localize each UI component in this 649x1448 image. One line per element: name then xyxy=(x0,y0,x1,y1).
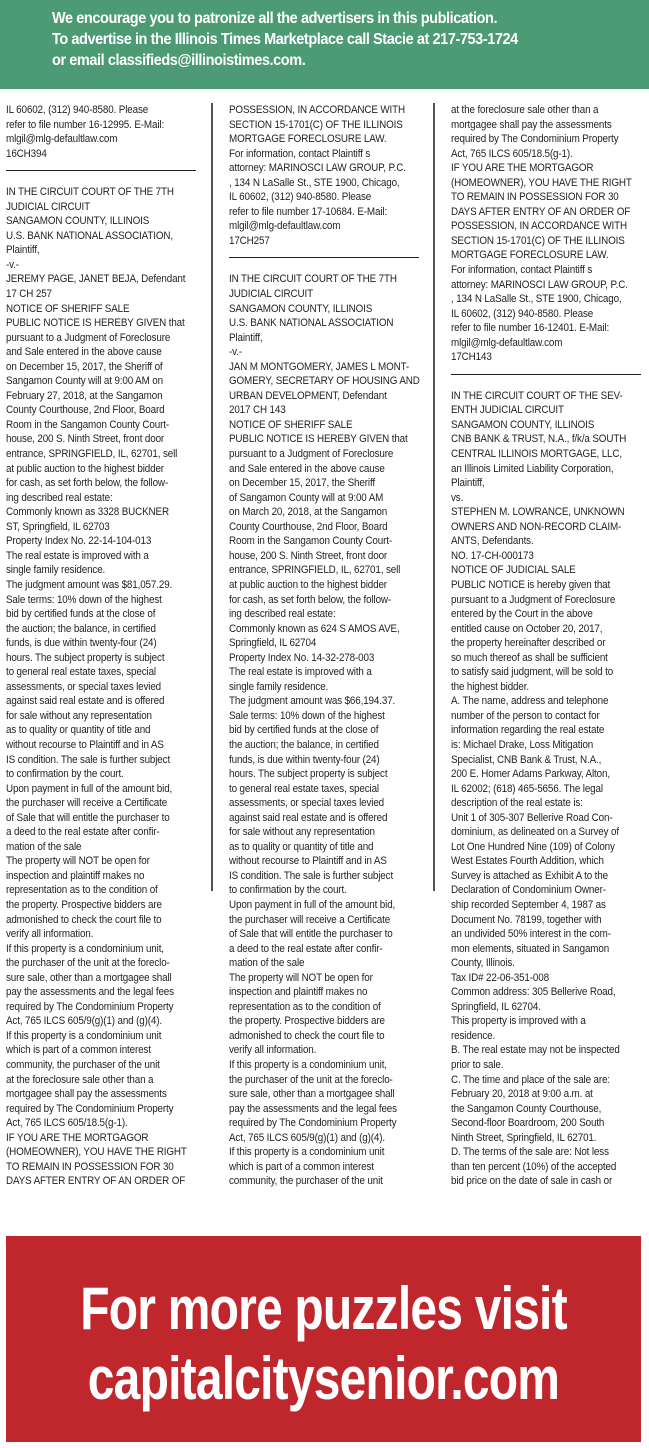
notice-text-line: at the foreclosure sale other than a xyxy=(6,1073,154,1086)
notice-text-line: Springfield, IL 62704 xyxy=(229,637,317,650)
notice-text-line: against said real estate and is offered xyxy=(229,811,388,824)
notice-text-line: Plaintiff, xyxy=(6,244,40,257)
notice-text-line: NOTICE OF SHERIFF SALE xyxy=(229,418,353,431)
notice-text-line: refer to file number 17-10684. E-Mail: xyxy=(229,205,388,218)
notice-text-line: at the foreclosure sale other than a xyxy=(451,104,599,116)
notice-text-line: house, 200 S. Ninth Street, front door xyxy=(6,433,165,446)
notice-text-line: for cash, as set forth below, the follow- xyxy=(229,593,392,606)
notice-text-line: Specialist, CNB Bank & Trust, N.A., xyxy=(451,753,602,766)
notice-text-line: to satisfy said judgment, will be sold to xyxy=(451,666,614,679)
notice-text-line: If this property is a condominium unit xyxy=(229,1146,385,1159)
notice-text-line: the highest bidder. xyxy=(451,680,529,693)
notice-text-line: Room in the Sangamon County Court- xyxy=(6,418,169,431)
notice-text-line: West Estates Fourth Addition, which xyxy=(451,855,604,868)
notice-text-line: TO REMAIN IN POSSESSION FOR 30 xyxy=(451,191,619,204)
notice-text-line: February 20, 2018 at 9:00 a.m. at xyxy=(451,1088,593,1101)
notice-text-line: the property hereinafter described or xyxy=(451,637,606,650)
notice-text-line: which is part of a common interest xyxy=(229,1160,374,1173)
notice-tail-17ch257 xyxy=(229,103,429,248)
notice-text-line: IS condition. The sale is further subject xyxy=(229,869,394,882)
notice-separator xyxy=(229,257,419,258)
notice-text-line: an Illinois Limited Liability Corporation, xyxy=(451,462,614,475)
notice-text-line: assessments, or special taxes levied xyxy=(229,797,385,810)
notice-text-line: (HOMEOWNER), YOU HAVE THE RIGHT xyxy=(451,176,632,189)
notice-text-line: community, the purchaser of the unit xyxy=(229,1175,383,1188)
notice-text-line: U.S. BANK NATIONAL ASSOCIATION xyxy=(229,317,394,330)
notice-text-line: ENTH JUDICIAL CIRCUIT xyxy=(451,404,564,417)
notice-text-line: DAYS AFTER ENTRY OF AN ORDER OF xyxy=(451,205,631,218)
notice-text-line: bid price on the date of sale in cash or xyxy=(451,1175,613,1188)
notice-text-line: is: Michael Drake, Loss Mitigation xyxy=(451,738,594,751)
notice-text-line: mation of the sale xyxy=(229,957,305,970)
notice-text-line: an undivided 50% interest in the com- xyxy=(451,928,611,941)
banner-line-1: We encourage you to patronize all the advertisers in this publication. xyxy=(52,10,498,27)
notice-text-line: Act, 765 ILCS 605/18.5(g-1). xyxy=(451,147,573,160)
notice-text-line: house, 200 S. Ninth Street, front door xyxy=(229,549,388,562)
notice-text-line: TO REMAIN IN POSSESSION FOR 30 xyxy=(6,1160,174,1173)
notice-text-line: SECTION 15-1701(C) OF THE ILLINOIS xyxy=(229,118,403,131)
notice-separator xyxy=(6,170,196,171)
notice-2017ch143 xyxy=(229,272,429,1188)
notice-text-line: The judgment amount was $66,194.37. xyxy=(229,695,396,708)
notice-text-line: DAYS AFTER ENTRY OF AN ORDER OF xyxy=(6,1175,186,1188)
notice-text-line: community, the purchaser of the unit xyxy=(6,1059,160,1071)
notice-text-line: IL 60602, (312) 940-8580. Please xyxy=(229,191,372,204)
notice-text-line: the purchaser will receive a Certificate xyxy=(229,913,391,926)
notice-text-line: Survey is attached as Exhibit A to the xyxy=(451,869,608,882)
banner-line-2: To advertise in the Illinois Times Marketplace call Stacie at 217-753-1724 xyxy=(52,31,518,48)
notice-text-line: Act, 765 ILCS 605/18.5(g-1). xyxy=(6,1117,128,1130)
notice-text-line: 17 CH 257 xyxy=(6,288,52,301)
notice-text-line: JUDICIAL CIRCUIT xyxy=(229,288,313,301)
notice-text-line: against said real estate and is offered xyxy=(6,695,165,708)
notice-text-line: to confirmation by the court. xyxy=(6,768,124,781)
notice-text-line: This property is improved with a xyxy=(451,1015,586,1028)
notice-text-line: the purchaser will receive a Certificate xyxy=(6,797,168,810)
notice-text-line: single family residence. xyxy=(229,680,329,693)
notice-text-line: OWNERS AND NON-RECORD CLAIM- xyxy=(451,520,622,533)
notice-text-line: 200 E. Homer Adams Parkway, Alton, xyxy=(451,768,610,781)
notice-text-line: single family residence. xyxy=(6,564,106,577)
notice-text-line: Springfield, IL 62704. xyxy=(451,1000,541,1013)
notice-text-line: verify all information. xyxy=(229,1044,317,1057)
notice-text-line: Second-floor Boardroom, 200 South xyxy=(451,1117,605,1130)
notice-text-line: IL 62002; (618) 465-5656. The legal xyxy=(451,782,603,795)
legal-notices-columns xyxy=(0,103,649,1188)
notice-text-line: 2017 CH 143 xyxy=(229,404,286,417)
notice-text-line: required by The Condominium Property xyxy=(6,1102,174,1115)
notice-text-line: funds, is due within twenty-four (24) xyxy=(6,637,157,650)
notice-text-line: mation of the sale xyxy=(6,840,82,853)
notice-text-line: JUDICIAL CIRCUIT xyxy=(6,200,90,213)
notice-text-line: hours. The subject property is subject xyxy=(229,768,388,781)
notice-text-line: mlgil@mlg-defaultlaw.com xyxy=(451,336,563,349)
puzzles-promo-banner xyxy=(6,1236,641,1442)
notice-text-line: the Sangamon County Courthouse, xyxy=(451,1102,602,1115)
notice-text-line: entitled cause on October 20, 2017, xyxy=(451,622,603,635)
notice-text-line: IN THE CIRCUIT COURT OF THE SEV- xyxy=(451,389,623,402)
notice-text-line: D. The terms of the sale are: Not less xyxy=(451,1146,609,1159)
notice-text-line: so much thereof as shall be sufficient xyxy=(451,651,608,664)
notice-text-line: the property. Prospective bidders are xyxy=(229,1015,385,1028)
notice-text-line: sure sale, other than a mortgagee shall xyxy=(6,971,172,984)
notice-text-line: The real estate is improved with a xyxy=(6,549,149,562)
notice-text-line: mortgagee shall pay the assessments xyxy=(451,118,612,131)
notice-text-line: and Sale entered in the above cause xyxy=(229,462,385,475)
notice-text-line: PUBLIC NOTICE is hereby given that xyxy=(451,578,611,591)
notice-text-line: the purchaser of the unit at the foreclo- xyxy=(6,957,170,970)
promo-headline: For more puzzles visit xyxy=(80,1275,567,1342)
notice-text-line: for sale without any representation xyxy=(229,826,375,839)
notice-text-line: A. The name, address and telephone xyxy=(451,695,609,708)
notice-text-line: ship recorded September 4, 1987 as xyxy=(451,898,606,911)
notice-17ch000173 xyxy=(451,389,649,1189)
notice-text-line: Ninth Street, Springfield, IL 62701. xyxy=(451,1131,597,1144)
notice-text-line: pursuant to a Judgment of Foreclosure xyxy=(229,448,394,461)
notice-text-line: mortgagee shall pay the assessments xyxy=(6,1088,167,1101)
notice-text-line: the property. Prospective bidders are xyxy=(6,898,162,911)
notice-text-line: GOMERY, SECRETARY OF HOUSING AND xyxy=(229,375,420,388)
notice-text-line: admonished to check the court file to xyxy=(229,1029,385,1042)
notice-text-line: SECTION 15-1701(C) OF THE ILLINOIS xyxy=(451,234,625,247)
notice-tail-16ch394 xyxy=(6,103,206,161)
notice-text-line: pursuant to a Judgment of Foreclosure xyxy=(451,593,616,606)
notice-text-line: entrance, SPRINGFIELD, IL, 62701, sell xyxy=(229,564,401,577)
notice-text-line: Commonly known as 3328 BUCKNER xyxy=(6,506,169,519)
notice-text-line: For information, contact Plaintiff s xyxy=(451,264,593,277)
notice-text-line: POSSESSION, IN ACCORDANCE WITH xyxy=(451,220,628,233)
notice-text-line: Document No. 78199, together with xyxy=(451,913,602,926)
notice-separator xyxy=(451,374,641,375)
notice-text-line: 17CH257 xyxy=(229,234,270,247)
notice-text-line: Room in the Sangamon County Court- xyxy=(229,535,392,548)
notice-text-line: at public auction to the highest bidder xyxy=(229,578,387,591)
notice-text-line: information regarding the real estate xyxy=(451,724,605,737)
notice-text-line: on March 20, 2018, at the Sangamon xyxy=(229,506,388,519)
notice-text-line: Common address: 305 Bellerive Road, xyxy=(451,986,616,999)
notice-text-line: B. The real estate may not be inspected xyxy=(451,1044,620,1057)
notice-text-line: Unit 1 of 305-307 Bellerive Road Con- xyxy=(451,811,613,824)
notice-text-line: at public auction to the highest bidder xyxy=(6,462,164,475)
notice-text-line: If this property is a condominium unit xyxy=(6,1029,162,1042)
notice-text-line: Tax ID# 22-06-351-008 xyxy=(451,971,549,984)
notice-text-line: vs. xyxy=(451,491,464,504)
notice-text-line: IN THE CIRCUIT COURT OF THE 7TH xyxy=(6,186,174,199)
notice-text-line: February 27, 2018, at the Sangamon xyxy=(6,389,163,402)
notice-text-line: assessments, or special taxes levied xyxy=(6,680,162,693)
column-divider xyxy=(211,103,213,891)
notice-text-line: Lot One Hundred Nine (109) of Colony xyxy=(451,840,615,853)
notice-text-line: required by The Condominium Property xyxy=(451,133,619,146)
notice-text-line: refer to file number 16-12401. E-Mail: xyxy=(451,322,610,335)
notice-text-line: bid by certified funds at the close of xyxy=(229,724,379,737)
notice-text-line: mlgil@mlg-defaultlaw.com xyxy=(229,220,341,233)
notice-text-line: without recourse to Plaintiff and in AS xyxy=(229,855,387,868)
notice-text-line: pay the assessments and the legal fees xyxy=(6,986,174,999)
notice-text-line: of Sale that will entitle the purchaser to xyxy=(229,928,393,941)
notice-text-line: SANGAMON COUNTY, ILLINOIS xyxy=(229,302,373,315)
notice-text-line: of Sangamon County will at 9:00 AM xyxy=(229,491,384,504)
notice-text-line: , 134 N LaSalle St., STE 1900, Chicago, xyxy=(451,293,622,306)
notice-tail-17ch143 xyxy=(451,103,649,365)
notice-text-line: the auction; the balance, in certified xyxy=(229,738,379,751)
notice-text-line: Property Index No. 22-14-104-013 xyxy=(6,535,152,548)
notice-text-line: (HOMEOWNER), YOU HAVE THE RIGHT xyxy=(6,1146,187,1159)
notice-text-line: residence. xyxy=(451,1029,496,1042)
notice-text-line: as to quality or quantity of title and xyxy=(229,840,374,853)
notice-text-line: required by The Condominium Property xyxy=(6,1000,174,1013)
notice-text-line: URBAN DEVELOPMENT, Defendant xyxy=(229,389,387,402)
notice-text-line: inspection and plaintiff makes no xyxy=(229,986,368,999)
notice-text-line: SANGAMON COUNTY, ILLINOIS xyxy=(6,215,150,228)
notice-text-line: Plaintiff, xyxy=(229,331,263,344)
notice-text-line: Property Index No. 14-32-278-003 xyxy=(229,651,375,664)
notice-text-line: refer to file number 16-12995. E-Mail: xyxy=(6,118,165,131)
notice-text-line: funds, is due within twenty-four (24) xyxy=(229,753,380,766)
column-1 xyxy=(6,103,206,1189)
notice-text-line: ing described real estate: xyxy=(229,608,336,621)
notice-text-line: , 134 N LaSalle St., STE 1900, Chicago, xyxy=(229,176,400,189)
notice-text-line: U.S. BANK NATIONAL ASSOCIATION, xyxy=(6,229,173,242)
notice-text-line: IL 60602, (312) 940-8580. Please xyxy=(451,307,594,320)
notice-text-line: hours. The subject property is subject xyxy=(6,651,165,664)
column-3 xyxy=(451,103,649,1189)
notice-text-line: PUBLIC NOTICE IS HEREBY GIVEN that xyxy=(229,433,408,446)
column-divider xyxy=(433,103,435,891)
notice-text-line: County Courthouse, 2nd Floor, Board xyxy=(6,404,165,417)
notice-text-line: -v.- xyxy=(229,346,242,359)
notice-text-line: Commonly known as 624 S AMOS AVE, xyxy=(229,622,400,635)
notice-text-line: sure sale, other than a mortgagee shall xyxy=(229,1088,395,1101)
notice-text-line: bid by certified funds at the close of xyxy=(6,608,156,621)
notice-text-line: representation as to the condition of xyxy=(6,884,158,897)
column-2 xyxy=(229,103,429,1189)
notice-text-line: verify all information. xyxy=(6,928,94,941)
notice-text-line: for cash, as set forth below, the follow- xyxy=(6,477,169,490)
notice-text-line: POSSESSION, IN ACCORDANCE WITH xyxy=(229,104,406,116)
notice-text-line: dominium, as delineated on a Survey of xyxy=(451,826,619,839)
notice-text-line: pursuant to a Judgment of Foreclosure xyxy=(6,331,171,344)
promo-website-link[interactable]: capitalcitysenior.com xyxy=(87,1345,560,1412)
notice-text-line: The property will NOT be open for xyxy=(6,855,150,868)
notice-text-line: Sangamon County will at 9:00 AM on xyxy=(6,375,163,388)
notice-text-line: number of the person to contact for xyxy=(451,709,600,722)
notice-text-line: as to quality or quantity of title and xyxy=(6,724,151,737)
notice-text-line: STEPHEN M. LOWRANCE, UNKNOWN xyxy=(451,506,625,519)
notice-text-line: the purchaser of the unit at the foreclo- xyxy=(229,1073,393,1086)
notice-text-line: MORTGAGE FORECLOSURE LAW. xyxy=(451,249,609,262)
notice-text-line: mlgil@mlg-defaultlaw.com xyxy=(6,133,118,146)
notice-text-line: ing described real estate: xyxy=(6,491,113,504)
notice-text-line: NO. 17-CH-000173 xyxy=(451,549,534,562)
notice-text-line: Sale terms: 10% down of the highest xyxy=(229,709,385,722)
notice-text-line: Declaration of Condominium Owner- xyxy=(451,884,606,897)
notice-text-line: Upon payment in full of the amount bid, xyxy=(6,782,173,795)
notice-text-line: NOTICE OF SHERIFF SALE xyxy=(6,302,130,315)
notice-text-line: to confirmation by the court. xyxy=(229,884,347,897)
notice-text-line: without recourse to Plaintiff and in AS xyxy=(6,738,164,751)
notice-text-line: Upon payment in full of the amount bid, xyxy=(229,898,396,911)
notice-text-line: IL 60602, (312) 940-8580. Please xyxy=(6,104,149,116)
notice-text-line: Plaintiff, xyxy=(451,477,485,490)
notice-text-line: to general real estate taxes, special xyxy=(229,782,379,795)
notice-text-line: for sale without any representation xyxy=(6,709,152,722)
notice-text-line: the auction; the balance, in certified xyxy=(6,622,156,635)
notice-text-line: IF YOU ARE THE MORTGAGOR xyxy=(451,162,594,175)
notice-text-line: For information, contact Plaintiff s xyxy=(229,147,371,160)
notice-17ch257 xyxy=(6,185,206,1189)
notice-text-line: ST, Springfield, IL 62703 xyxy=(6,520,110,533)
notice-text-line: The real estate is improved with a xyxy=(229,666,372,679)
notice-text-line: of Sale that will entitle the purchaser to xyxy=(6,811,170,824)
notice-text-line: MORTGAGE FORECLOSURE LAW. xyxy=(229,133,387,146)
notice-text-line: representation as to the condition of xyxy=(229,1000,381,1013)
notice-text-line: 16CH394 xyxy=(6,147,47,160)
notice-text-line: entered by the Court in the above xyxy=(451,608,593,621)
notice-text-line: NOTICE OF JUDICIAL SALE xyxy=(451,564,576,577)
notice-text-line: admonished to check the court file to xyxy=(6,913,162,926)
notice-text-line: a deed to the real estate after confir- xyxy=(229,942,383,955)
notice-text-line: C. The time and place of the sale are: xyxy=(451,1073,610,1086)
notice-text-line: pay the assessments and the legal fees xyxy=(229,1102,397,1115)
notice-text-line: 17CH143 xyxy=(451,351,492,364)
notice-text-line: JAN M MONTGOMERY, JAMES L MONT- xyxy=(229,360,410,373)
advertiser-notice-banner xyxy=(0,0,649,89)
notice-text-line: mon elements, situated in Sangamon xyxy=(451,942,610,955)
notice-text-line: and Sale entered in the above cause xyxy=(6,346,162,359)
notice-text-line: The judgment amount was $81,057.29. xyxy=(6,578,173,591)
notice-text-line: The property will NOT be open for xyxy=(229,971,373,984)
notice-text-line: CENTRAL ILLINOIS MORTGAGE, LLC, xyxy=(451,448,622,461)
notice-text-line: If this property is a condominium unit, xyxy=(229,1059,387,1071)
notice-text-line: Act, 765 ILCS 605/9(g)(1) and (g)(4). xyxy=(229,1131,385,1144)
notice-text-line: -v.- xyxy=(6,258,19,271)
notice-text-line: attorney: MARINOSCI LAW GROUP, P.C. xyxy=(451,278,628,291)
notice-text-line: on December 15, 2017, the Sheriff xyxy=(229,477,375,490)
notice-text-line: If this property is a condominium unit, xyxy=(6,942,164,955)
notice-text-line: required by The Condominium Property xyxy=(229,1117,397,1130)
notice-text-line: CNB BANK & TRUST, N.A., f/k/a SOUTH xyxy=(451,433,627,446)
notice-text-line: ANTS, Defendants. xyxy=(451,535,534,548)
notice-text-line: IS condition. The sale is further subject xyxy=(6,753,171,766)
notice-text-line: prior to sale. xyxy=(451,1059,504,1071)
notice-text-line: to general real estate taxes, special xyxy=(6,666,156,679)
notice-text-line: description of the real estate is: xyxy=(451,797,583,810)
banner-line-3-email: or email classifieds@illinoistimes.com. xyxy=(52,52,306,69)
notice-text-line: Act, 765 ILCS 605/9(g)(1) and (g)(4). xyxy=(6,1015,162,1028)
notice-text-line: County Courthouse, 2nd Floor, Board xyxy=(229,520,388,533)
notice-text-line: than ten percent (10%) of the accepted xyxy=(451,1160,617,1173)
notice-text-line: IF YOU ARE THE MORTGAGOR xyxy=(6,1131,149,1144)
notice-text-line: JEREMY PAGE, JANET BEJA, Defendant xyxy=(6,273,186,286)
notice-text-line: attorney: MARINOSCI LAW GROUP, P.C. xyxy=(229,162,406,175)
notice-text-line: County, Illinois. xyxy=(451,957,515,970)
notice-text-line: which is part of a common interest xyxy=(6,1044,151,1057)
notice-text-line: SANGAMON COUNTY, ILLINOIS xyxy=(451,418,595,431)
notice-text-line: on December 15, 2017, the Sheriff of xyxy=(6,360,163,373)
notice-text-line: Sale terms: 10% down of the highest xyxy=(6,593,162,606)
notice-text-line: IN THE CIRCUIT COURT OF THE 7TH xyxy=(229,273,397,286)
notice-text-line: inspection and plaintiff makes no xyxy=(6,869,145,882)
notice-text-line: PUBLIC NOTICE IS HEREBY GIVEN that xyxy=(6,317,185,330)
notice-text-line: a deed to the real estate after confir- xyxy=(6,826,160,839)
notice-text-line: entrance, SPRINGFIELD, IL, 62701, sell xyxy=(6,448,178,461)
